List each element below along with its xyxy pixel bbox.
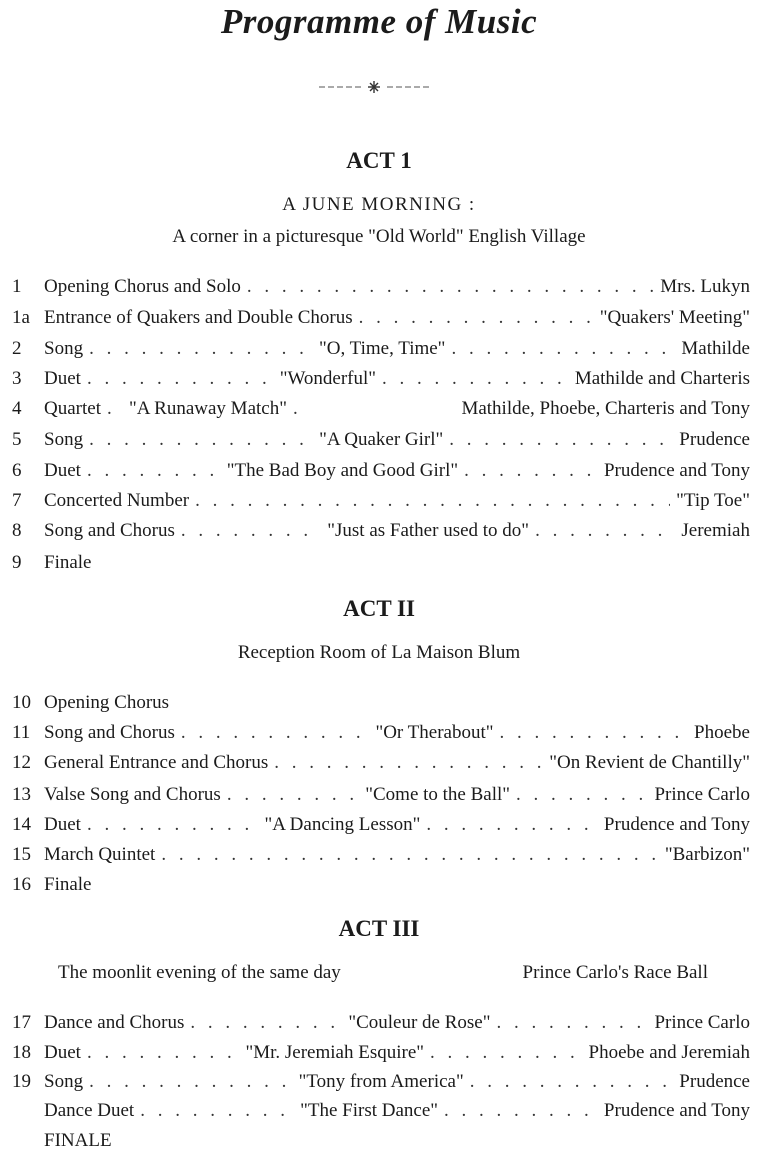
item-performer: Prudence and Tony: [603, 1100, 750, 1121]
programme-item: [12, 1012, 750, 1040]
item-number: 14: [12, 814, 31, 835]
item-performer: Prudence and Tony: [603, 814, 750, 835]
item-song: "A Quaker Girl": [319, 429, 444, 450]
item-label: Quartet: [44, 398, 101, 419]
item-label: Finale: [44, 552, 92, 573]
item-performer: Prudence and Tony: [603, 460, 750, 481]
item-song: "Mr. Jeremiah Esquire": [245, 1042, 425, 1063]
item-performer: Prudence: [679, 1071, 750, 1092]
item-label: Valse Song and Chorus: [44, 784, 221, 805]
programme-item: [12, 1130, 750, 1158]
item-label: Opening Chorus: [44, 692, 170, 713]
item-label: Duet: [44, 460, 81, 481]
item-label: Song: [44, 1071, 84, 1092]
item-performer: Phoebe: [694, 722, 750, 743]
item-performer: "Tip Toe": [676, 490, 750, 511]
leader-dots: [227, 784, 359, 806]
leader-dots: [107, 398, 123, 420]
leader-dots: [500, 722, 689, 744]
item-number: 17: [12, 1012, 31, 1033]
programme-item: [12, 429, 750, 457]
item-number: 7: [12, 490, 22, 511]
leader-dots: [470, 1071, 674, 1093]
leader-dots: [464, 460, 598, 482]
item-number: 1: [12, 276, 22, 297]
leader-dots: [87, 814, 259, 836]
act-1-subtitle: A JUNE MORNING :: [282, 194, 476, 215]
item-number: 8: [12, 520, 22, 541]
leader-dots: [516, 784, 648, 806]
leader-dots: [430, 1042, 583, 1064]
item-number: 2: [12, 338, 22, 359]
item-label: FINALE: [44, 1130, 112, 1151]
leader-dots: [444, 1100, 598, 1122]
leader-dots: [89, 338, 313, 360]
item-song: "Come to the Ball": [365, 784, 511, 805]
leader-dots: [195, 490, 670, 512]
leader-dots: [89, 1071, 293, 1093]
item-performer: Prince Carlo: [654, 1012, 750, 1033]
programme-item: [12, 398, 750, 426]
item-number: 18: [12, 1042, 31, 1063]
leader-dots: [274, 752, 543, 774]
programme-item: [12, 692, 750, 720]
programme-item: [12, 722, 750, 750]
leader-dots: [181, 722, 370, 744]
leader-dots: [190, 1012, 342, 1034]
item-song: "A Runaway Match": [128, 398, 287, 419]
leader-dots: [87, 368, 274, 390]
leader-dots: [247, 276, 654, 298]
item-performer: Mathilde, Phoebe, Charteris and Tony: [461, 398, 750, 419]
act-1-heading: ACT 1: [346, 148, 412, 173]
item-label: Dance and Chorus: [44, 1012, 185, 1033]
programme-item: [12, 460, 750, 488]
ornament-divider-icon: [319, 80, 429, 94]
item-number: 9: [12, 552, 22, 573]
item-label: Opening Chorus and Solo: [44, 276, 241, 297]
programme-item: [12, 307, 750, 335]
act-3-setting: [58, 962, 708, 984]
leader-dots: [497, 1012, 649, 1034]
programme-item: [12, 368, 750, 396]
programme-item: [12, 552, 750, 580]
item-label: Duet: [44, 814, 81, 835]
programme-item: [12, 752, 750, 780]
item-song: "Couleur de Rose": [348, 1012, 491, 1033]
item-label: March Quintet: [44, 844, 156, 865]
item-number: 6: [12, 460, 22, 481]
item-label: Song and Chorus: [44, 722, 175, 743]
item-label: Entrance of Quakers and Double Chorus: [44, 307, 353, 328]
leader-dots: [451, 338, 675, 360]
item-song: "The First Dance": [300, 1100, 439, 1121]
programme-item: [12, 814, 750, 842]
programme-item: [12, 784, 750, 812]
item-performer: Mathilde and Charteris: [574, 368, 751, 389]
item-label: Song: [44, 429, 84, 450]
item-label: Duet: [44, 1042, 81, 1063]
item-performer: "On Revient de Chantilly": [549, 752, 750, 773]
act-3-setting-left: The moonlit evening of the same day: [58, 962, 341, 983]
item-song: "Just as Father used to do": [327, 520, 530, 541]
item-song: "O, Time, Time": [319, 338, 446, 359]
item-performer: Prince Carlo: [654, 784, 750, 805]
item-label: Duet: [44, 368, 81, 389]
programme-item: [12, 338, 750, 366]
leader-dots: [535, 520, 675, 542]
programme-item: [12, 276, 750, 304]
item-number: 19: [12, 1071, 31, 1092]
item-number: 16: [12, 874, 31, 895]
item-performer: Prudence: [679, 429, 750, 450]
item-number: 4: [12, 398, 22, 419]
leader-dots: [382, 368, 569, 390]
item-song: "A Dancing Lesson": [264, 814, 421, 835]
item-song: "The Bad Boy and Good Girl": [226, 460, 459, 481]
item-number: 11: [12, 722, 31, 743]
leader-dots: [426, 814, 598, 836]
item-performer: Mathilde: [681, 338, 750, 359]
item-label: Dance Duet: [44, 1100, 135, 1121]
item-song: "Tony from America": [298, 1071, 464, 1092]
item-label: Song: [44, 338, 84, 359]
leader-dots: [359, 307, 594, 329]
item-number: 5: [12, 429, 22, 450]
item-number: 13: [12, 784, 31, 805]
leader-dots: [449, 429, 673, 451]
leader-dots: [87, 1042, 240, 1064]
act-3-heading: ACT III: [338, 916, 420, 941]
item-performer: "Quakers' Meeting": [599, 307, 750, 328]
leader-dots: [161, 844, 659, 866]
item-number: 12: [12, 752, 31, 773]
programme-item: [12, 1100, 750, 1128]
programme-item: [12, 1071, 750, 1099]
leader-dots: [140, 1100, 294, 1122]
item-number: 15: [12, 844, 31, 865]
item-song: "Wonderful": [279, 368, 377, 389]
leader-dots: [89, 429, 313, 451]
leader-dots: [293, 398, 309, 420]
item-performer: Mrs. Lukyn: [660, 276, 750, 297]
item-song: "Or Therabout": [375, 722, 494, 743]
programme-item: [12, 490, 750, 518]
programme-item: [12, 844, 750, 872]
item-label: Song and Chorus: [44, 520, 175, 541]
act-1-setting: A corner in a picturesque "Old World" English Village: [172, 226, 586, 247]
leader-dots: [181, 520, 321, 542]
act-3-setting-right: Prince Carlo's Race Ball: [522, 962, 708, 983]
page-title: Programme of Music: [220, 2, 538, 41]
item-number: 3: [12, 368, 22, 389]
programme-item: [12, 874, 750, 902]
item-performer: "Barbizon": [664, 844, 750, 865]
item-number: 10: [12, 692, 31, 713]
leader-dots: [87, 460, 221, 482]
item-performer: Phoebe and Jeremiah: [588, 1042, 750, 1063]
item-label: Finale: [44, 874, 92, 895]
programme-item: [12, 520, 750, 548]
programme-item: [12, 1042, 750, 1070]
act-2-heading: ACT II: [343, 596, 415, 621]
item-label: General Entrance and Chorus: [44, 752, 269, 773]
act-2-setting: Reception Room of La Maison Blum: [237, 642, 521, 663]
item-label: Concerted Number: [44, 490, 190, 511]
item-number: 1a: [12, 307, 30, 328]
item-performer: Jeremiah: [681, 520, 750, 541]
